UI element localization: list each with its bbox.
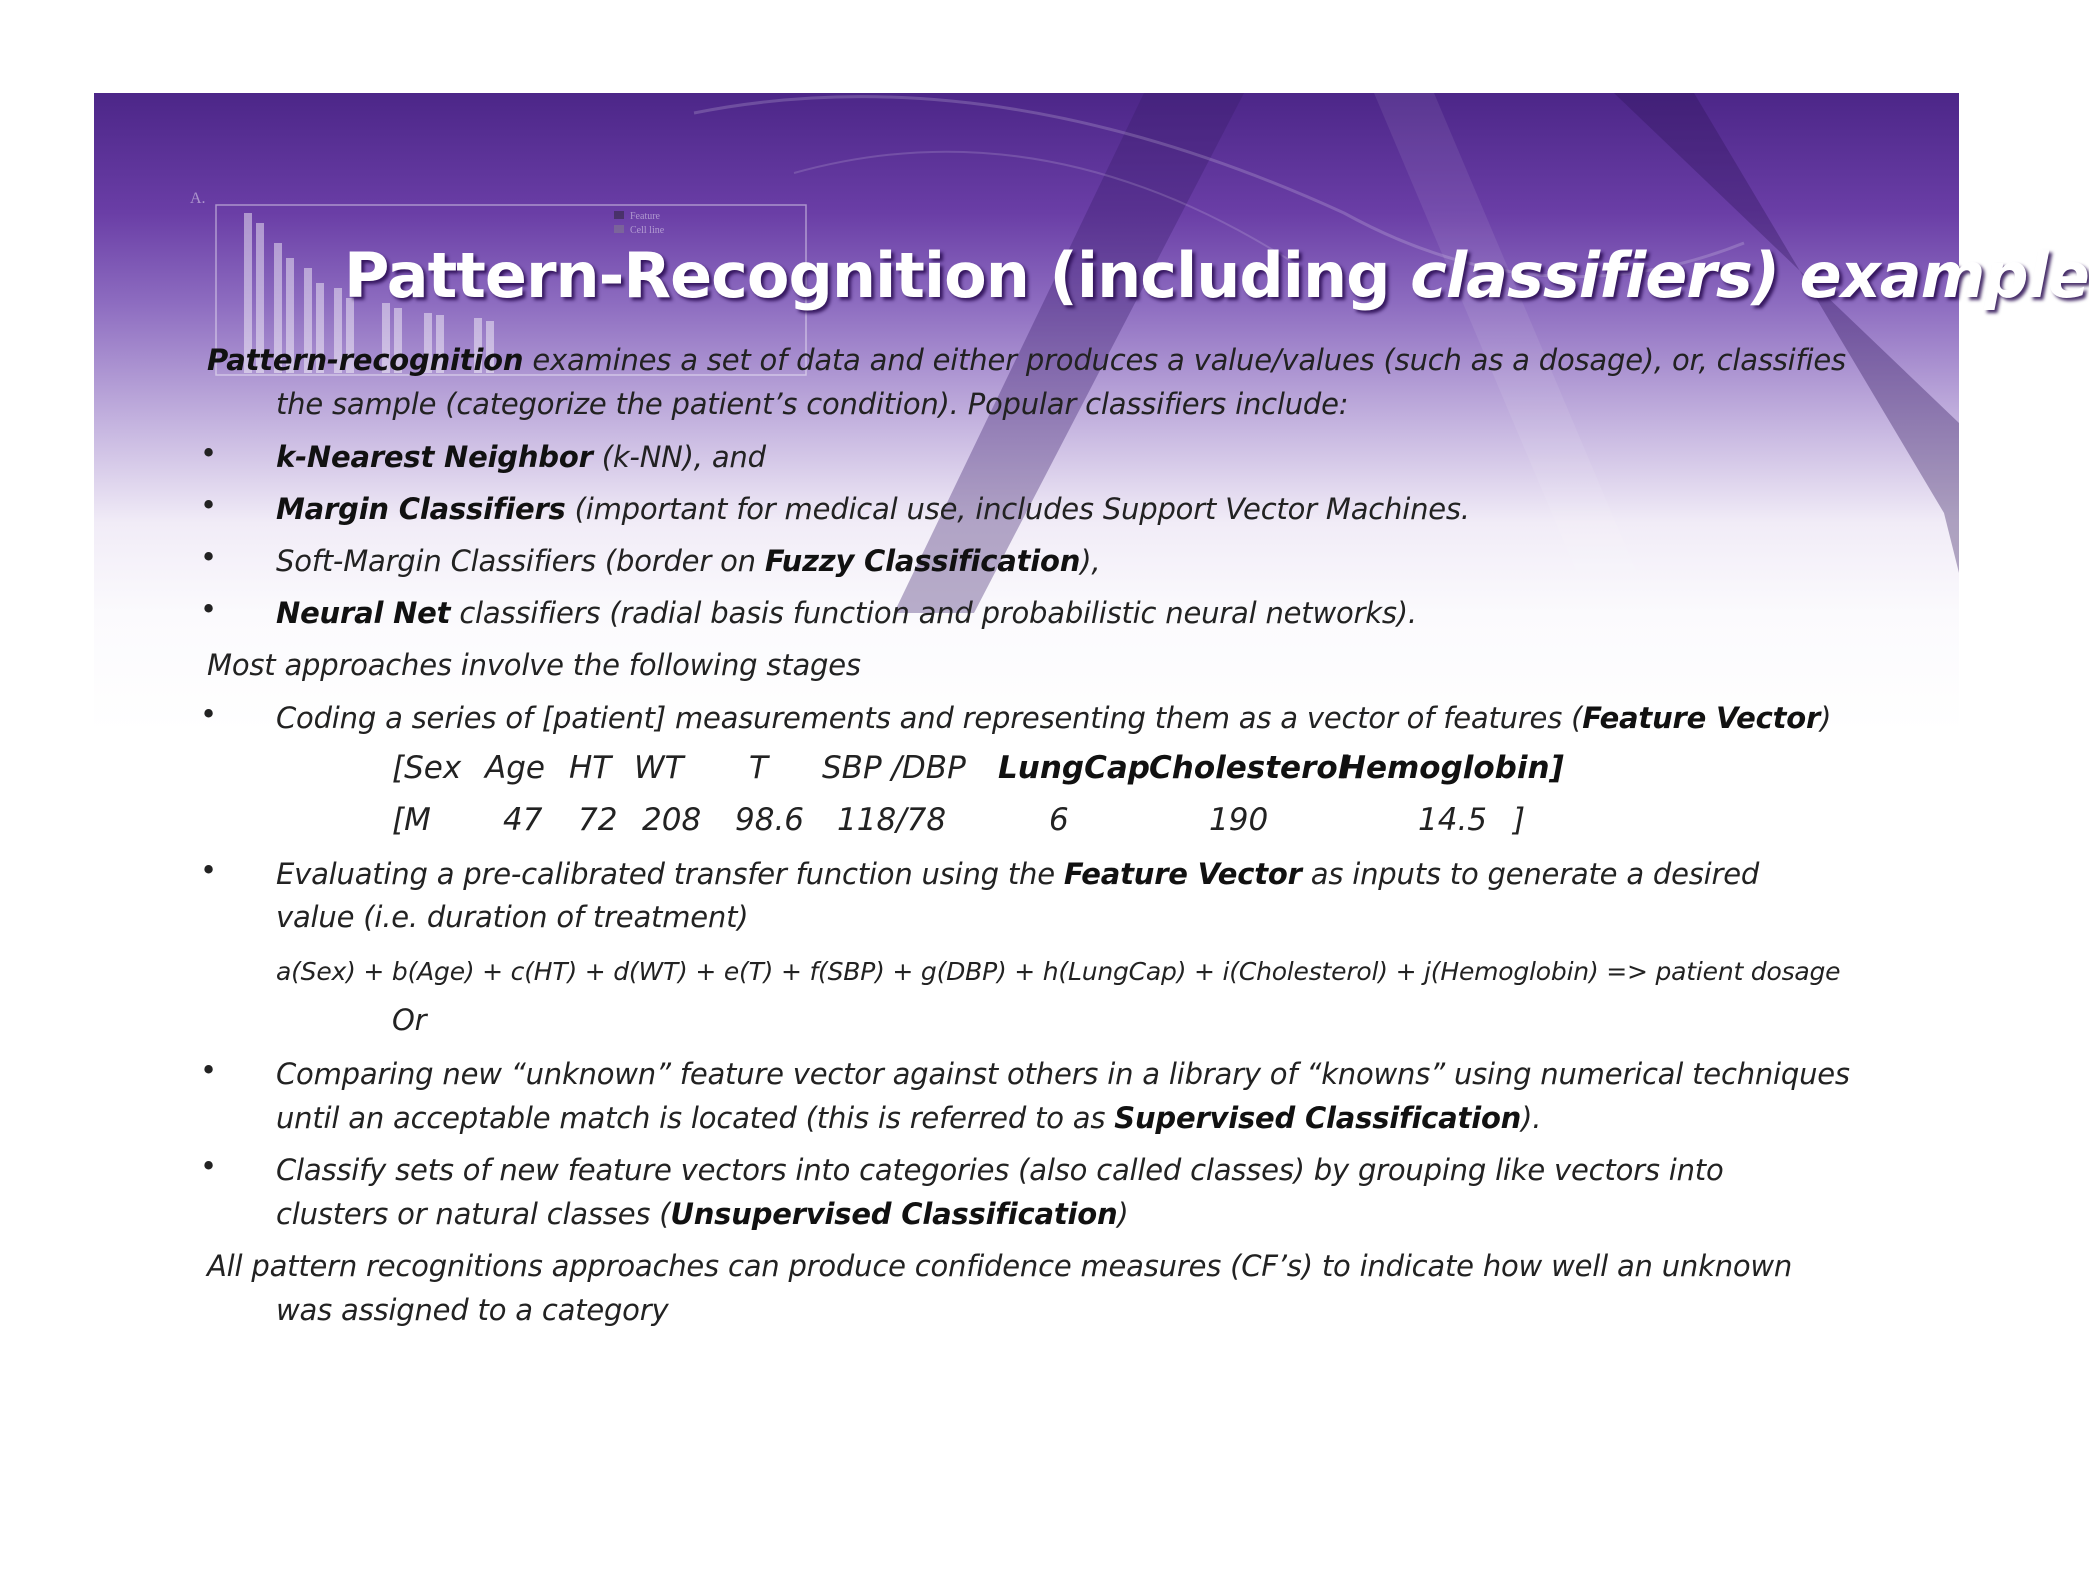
vector-value: 118/78 <box>837 802 947 838</box>
vector-value: 208 <box>642 802 702 838</box>
title-plain: Pattern-Recognition (including <box>344 239 1411 312</box>
title-emphasis: classifiers) example <box>1410 239 2089 312</box>
vector-value: 98.6 <box>735 802 805 838</box>
slide-background <box>94 93 2089 1582</box>
figure-panel-label: A. <box>190 190 206 207</box>
stage-text: Evaluating a pre-calibrated transfer function using the <box>276 857 1064 891</box>
classifier-term: Fuzzy Classification <box>764 544 1081 578</box>
vector-header: [Sex <box>392 750 462 786</box>
intro-term: Pattern-recognition <box>207 343 524 377</box>
stage-coding <box>276 697 1966 740</box>
vector-value: [M <box>392 802 431 838</box>
stages-intro: Most approaches involve the following stages <box>207 648 861 682</box>
classifier-neural-net <box>276 592 1966 635</box>
stage-classify-continuation <box>276 1193 1966 1236</box>
stage-comparing: Comparing new “unknown” feature vector against others in a library of “knowns” using numerical techniques <box>276 1057 1850 1091</box>
classifier-text: (important for medical use, includes Support Vector Machines. <box>565 492 1470 526</box>
stage-evaluating-continuation: value (i.e. duration of treatment) <box>276 900 749 934</box>
stage-end: ) <box>1820 701 1832 735</box>
conclusion: All pattern recognitions approaches can produce confidence measures (CF’s) to indicate how well an unknown <box>207 1249 1793 1283</box>
or-label: Or <box>392 1003 427 1037</box>
stage-end: as inputs to generate a desired <box>1301 857 1760 891</box>
bullet-icon: • <box>200 488 218 522</box>
legend-label: Cell line <box>630 225 665 236</box>
vector-header: Hemoglobin] <box>1340 750 1564 786</box>
vector-value: 14.5 <box>1418 802 1488 838</box>
stage-term: Supervised Classification <box>1114 1101 1522 1135</box>
vector-header: T <box>749 750 768 786</box>
stage-term: Feature Vector <box>1063 857 1302 891</box>
classifier-soft-margin <box>276 540 1966 583</box>
classifier-text: ), <box>1080 544 1101 578</box>
stage-text: clusters or natural classes ( <box>276 1197 671 1231</box>
vector-header: SBP /DBP <box>822 750 966 786</box>
dosage-formula: a(Sex) + b(Age) + c(HT) + d(WT) + e(T) + f(SBP) + g(DBP) + h(LungCap) + i(Cholesterol) + j(Hemoglobin) => patient dosage <box>276 957 1841 986</box>
vector-value: 190 <box>1209 802 1269 838</box>
bullet-icon: • <box>200 436 218 470</box>
classifier-text: classifiers (radial basis function and probabilistic neural networks). <box>450 596 1417 630</box>
bullet-icon: • <box>200 1053 218 1087</box>
stage-text: Coding a series of [patient] measurements and representing them as a vector of features ( <box>276 701 1583 735</box>
vector-header: Cholesterol <box>1149 750 1349 786</box>
vector-header: LungCap <box>998 750 1150 786</box>
bullet-icon: • <box>200 853 218 887</box>
classifier-term: Neural Net <box>276 596 451 630</box>
classifier-text: (k-NN), and <box>592 440 766 474</box>
legend-swatch <box>614 211 624 219</box>
stage-text: until an acceptable match is located (this is referred to as <box>276 1101 1115 1135</box>
stage-term: Unsupervised Classification <box>670 1197 1118 1231</box>
vector-value: 72 <box>578 802 618 838</box>
stage-end: ). <box>1521 1101 1542 1135</box>
vector-header: WT <box>634 750 684 786</box>
classifier-knn <box>276 436 1966 479</box>
classifier-margin <box>276 488 1966 531</box>
stage-classify: Classify sets of new feature vectors into categories (also called classes) by grouping like vectors into <box>276 1153 1724 1187</box>
intro-text: examines a set of data and either produces a value/values (such as a dosage), or, classifies <box>523 343 1846 377</box>
vector-value: ] <box>1513 802 1526 838</box>
vector-value: 6 <box>1049 802 1069 838</box>
bullet-icon: • <box>200 697 218 731</box>
bullet-icon: • <box>200 540 218 574</box>
stage-end: ) <box>1117 1197 1129 1231</box>
classifier-term: Margin Classifiers <box>276 492 566 526</box>
conclusion-continuation: was assigned to a category <box>276 1293 669 1327</box>
classifier-text: Soft-Margin Classifiers (border on <box>276 544 765 578</box>
vector-header: Age <box>485 750 545 786</box>
vector-value: 47 <box>503 802 543 838</box>
classifier-term: k-Nearest Neighbor <box>276 440 593 474</box>
vector-header: HT <box>569 750 612 786</box>
intro-line <box>207 339 1897 382</box>
intro-continuation: the sample (categorize the patient’s condition). Popular classifiers include: <box>276 387 1349 421</box>
stage-evaluating <box>276 853 1966 896</box>
slide-title <box>344 231 2089 321</box>
bullet-icon: • <box>200 1149 218 1183</box>
bullet-icon: • <box>200 592 218 626</box>
stage-comparing-continuation <box>276 1097 1966 1140</box>
stage-term: Feature Vector <box>1582 701 1821 735</box>
legend-label: Feature <box>630 211 660 222</box>
